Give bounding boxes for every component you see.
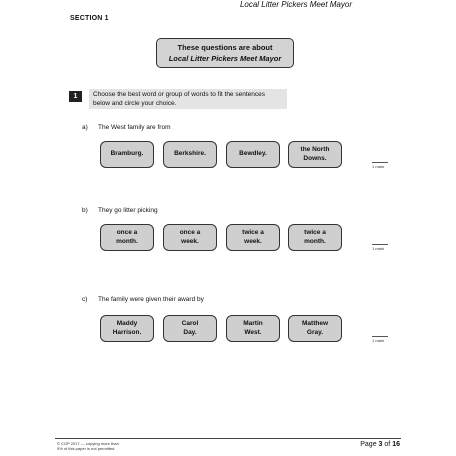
page-current: 3 <box>378 441 383 448</box>
answer-option[interactable]: twice a week. <box>226 224 280 251</box>
copyright-line2: 5% of this paper is not permitted <box>57 446 115 451</box>
mark-line <box>372 336 388 337</box>
topic-title-line2: Local Litter Pickers Meet Mayor <box>168 54 282 63</box>
part-letter: b) <box>82 207 88 214</box>
topic-title-line1: These questions are about <box>177 43 273 52</box>
question-instruction: Choose the best word or group of words to fit the sentences below and circle your choice. <box>89 89 287 109</box>
page-total: 16 <box>392 441 400 448</box>
answer-option[interactable]: the North Downs. <box>288 141 342 168</box>
answer-option[interactable]: Bewdley. <box>226 141 280 168</box>
topic-title-box <box>156 38 294 68</box>
answer-option[interactable]: Matthew Gray. <box>288 315 342 342</box>
mark-allocation <box>372 244 388 251</box>
mark-allocation <box>372 162 388 169</box>
answer-option[interactable]: once a week. <box>163 224 217 251</box>
footer-divider <box>55 438 401 439</box>
question-part-c <box>82 296 204 303</box>
page-label: Page <box>360 441 377 448</box>
answer-option[interactable]: Bramburg. <box>100 141 154 168</box>
part-prompt: The family were given their award by <box>98 296 204 303</box>
section-label: SECTION 1 <box>70 15 109 22</box>
mark-label: 1 mark <box>372 246 385 251</box>
answer-option[interactable]: Berkshire. <box>163 141 217 168</box>
part-prompt: They go litter picking <box>98 207 158 214</box>
mark-line <box>372 162 388 163</box>
question-part-b <box>82 207 158 214</box>
page-header-title: Local Litter Pickers Meet Mayor <box>239 0 352 9</box>
question-number: 1 <box>69 91 82 102</box>
copyright-line1: © CGP 2017 — copying more than <box>57 441 119 446</box>
answer-option[interactable]: Martin West. <box>226 315 280 342</box>
mark-line <box>372 244 388 245</box>
answer-option[interactable]: Carol Day. <box>163 315 217 342</box>
page-number <box>360 441 400 448</box>
mark-label: 1 mark <box>372 338 385 343</box>
copyright-notice <box>57 441 119 451</box>
page-of: of <box>384 441 391 448</box>
answer-option[interactable]: Maddy Harrison. <box>100 315 154 342</box>
question-part-a <box>82 124 170 131</box>
part-letter: a) <box>82 124 88 131</box>
part-letter: c) <box>82 296 88 303</box>
answer-option[interactable]: once a month. <box>100 224 154 251</box>
answer-option[interactable]: twice a month. <box>288 224 342 251</box>
mark-label: 1 mark <box>372 164 385 169</box>
mark-allocation <box>372 336 388 343</box>
part-prompt: The West family are from <box>98 124 171 131</box>
